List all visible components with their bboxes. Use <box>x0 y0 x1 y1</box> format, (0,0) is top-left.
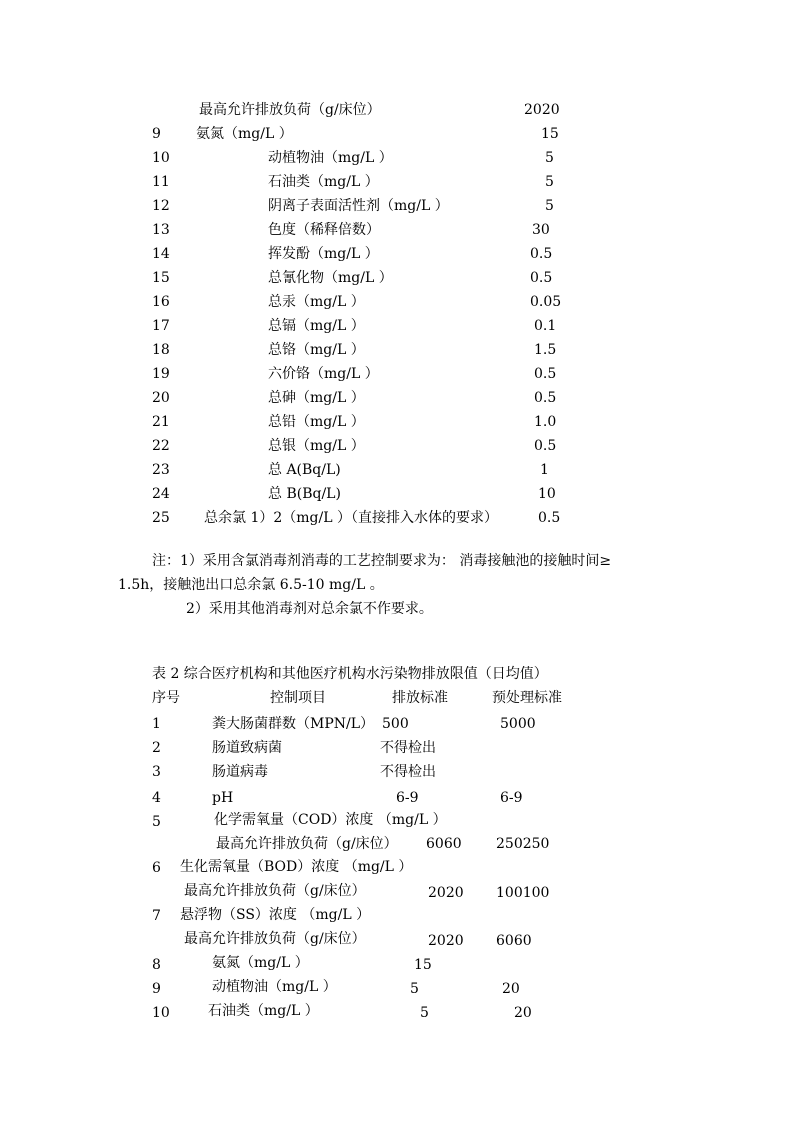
row-item: 挥发酚（mg/L ） <box>268 246 379 262</box>
row-item: 石油类（mg/L ） <box>268 174 379 190</box>
row-number: 3 <box>152 764 161 780</box>
row-standard: 5 <box>420 1005 429 1021</box>
table2-title: 表 2 综合医疗机构和其他医疗机构水污染物排放限值（日均值） <box>152 666 548 682</box>
row-number: 9 <box>152 126 161 142</box>
row-number: 2 <box>152 740 161 756</box>
row-value: 1.5 <box>534 342 557 358</box>
row-item: 总余氯 1）2（mg/L ）（直接排入水体的要求） <box>204 510 498 526</box>
row-number: 4 <box>152 790 161 806</box>
row-item: 总 B(Bq/L) <box>268 486 341 502</box>
row-item: 总氰化物（mg/L ） <box>268 270 393 286</box>
row-item: 最高允许排放负荷（g/床位） <box>184 883 366 899</box>
row-item: 化学需氧量（COD）浓度 （mg/L ） <box>214 812 447 828</box>
note-1-line-2: 1.5h，接触池出口总余氯 6.5-10 mg/L 。 <box>118 577 384 593</box>
row-item: 肠道致病菌 <box>212 740 282 756</box>
row-number: 16 <box>152 294 170 310</box>
row-number: 11 <box>152 174 170 190</box>
row-standard: 15 <box>414 957 432 973</box>
row-item: 氨氮（mg/L ） <box>196 126 293 142</box>
header-no: 序号 <box>152 690 180 706</box>
row-standard: 2020 <box>428 885 464 901</box>
row-standard: 5 <box>410 981 419 997</box>
row-value: 10 <box>538 486 556 502</box>
row-number: 1 <box>152 716 161 732</box>
row-number: 14 <box>152 246 170 262</box>
row-item: 总铬（mg/L ） <box>268 342 365 358</box>
row-value: 0.1 <box>534 318 557 334</box>
row-item: 总银（mg/L ） <box>268 438 365 454</box>
row-number: 8 <box>152 957 161 973</box>
row-value: 0.5 <box>530 270 553 286</box>
row-number: 19 <box>152 366 170 382</box>
table1-load-value: 2020 <box>524 102 560 118</box>
row-item: pH <box>212 790 234 806</box>
row-item: 阴离子表面活性剂（mg/L ） <box>268 198 449 214</box>
row-number: 15 <box>152 270 170 286</box>
row-value: 30 <box>532 222 550 238</box>
row-item: 生化需氧量（BOD）浓度 （mg/L ） <box>180 859 413 875</box>
row-item: 最高允许排放负荷（g/床位） <box>216 836 398 852</box>
row-value: 15 <box>541 126 559 142</box>
row-pre: 20 <box>502 981 520 997</box>
row-number: 13 <box>152 222 170 238</box>
row-number: 7 <box>152 908 161 924</box>
row-item: 总砷（mg/L ） <box>268 390 365 406</box>
row-value: 0.5 <box>534 438 557 454</box>
row-standard: 6060 <box>426 836 462 852</box>
row-number: 10 <box>152 1005 170 1021</box>
row-pre: 5000 <box>500 716 536 732</box>
row-item: 肠道病毒 <box>212 764 268 780</box>
row-number: 21 <box>152 414 170 430</box>
row-number: 5 <box>152 814 161 830</box>
row-item: 总铅（mg/L ） <box>268 414 365 430</box>
row-item: 总汞（mg/L ） <box>268 294 365 310</box>
note-1-line-1: 注：1）采用含氯消毒剂消毒的工艺控制要求为： 消毒接触池的接触时间≥ <box>152 553 612 569</box>
row-number: 18 <box>152 342 170 358</box>
row-value: 0.5 <box>538 510 561 526</box>
row-standard: 2020 <box>428 933 464 949</box>
row-pre: 6060 <box>496 933 532 949</box>
row-number: 20 <box>152 390 170 406</box>
row-item: 氨氮（mg/L ） <box>212 955 309 971</box>
row-item: 最高允许排放负荷（g/床位） <box>184 931 366 947</box>
table1-load-label: 最高允许排放负荷（g/床位） <box>199 102 381 118</box>
row-item: 色度（稀释倍数） <box>268 222 380 238</box>
row-number: 9 <box>152 981 161 997</box>
row-value: 0.5 <box>534 390 557 406</box>
row-item: 动植物油（mg/L ） <box>212 979 337 995</box>
row-number: 17 <box>152 318 170 334</box>
row-standard: 不得检出 <box>380 740 436 756</box>
row-value: 1 <box>540 462 549 478</box>
row-value: 5 <box>545 198 554 214</box>
row-number: 10 <box>152 150 170 166</box>
row-number: 25 <box>152 510 170 526</box>
row-pre: 20 <box>514 1005 532 1021</box>
row-number: 23 <box>152 462 170 478</box>
header-pre: 预处理标准 <box>492 690 562 706</box>
row-pre: 6-9 <box>500 790 523 806</box>
header-item: 控制项目 <box>270 690 326 706</box>
row-item: 总 A(Bq/L) <box>268 462 341 478</box>
note-2: 2）采用其他消毒剂对总余氯不作要求。 <box>186 601 433 617</box>
row-item: 悬浮物（SS）浓度 （mg/L ） <box>180 907 371 923</box>
row-number: 24 <box>152 486 170 502</box>
row-number: 22 <box>152 438 170 454</box>
row-item: 六价铬（mg/L ） <box>268 366 379 382</box>
row-pre: 100100 <box>496 885 550 901</box>
row-value: 5 <box>545 174 554 190</box>
row-item: 动植物油（mg/L ） <box>268 150 393 166</box>
row-item: 总镉（mg/L ） <box>268 318 365 334</box>
row-number: 6 <box>152 860 161 876</box>
row-pre: 250250 <box>496 836 550 852</box>
row-item: 石油类（mg/L ） <box>208 1003 319 1019</box>
row-value: 0.05 <box>530 294 562 310</box>
row-value: 0.5 <box>534 366 557 382</box>
row-value: 1.0 <box>534 414 557 430</box>
row-standard: 不得检出 <box>380 764 436 780</box>
row-standard: 6-9 <box>396 790 419 806</box>
row-value: 0.5 <box>530 246 553 262</box>
row-value: 5 <box>545 150 554 166</box>
row-item: 粪大肠菌群数（MPN/L） <box>212 716 375 732</box>
row-standard: 500 <box>382 716 409 732</box>
header-standard: 排放标准 <box>392 690 448 706</box>
row-number: 12 <box>152 198 170 214</box>
